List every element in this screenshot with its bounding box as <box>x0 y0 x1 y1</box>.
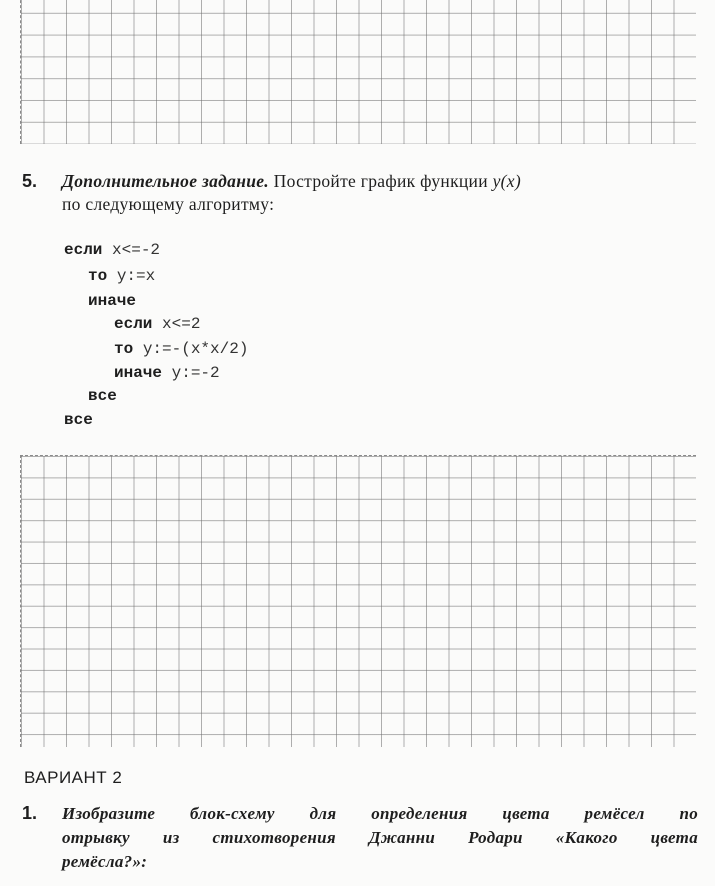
code-keyword: если <box>114 315 153 333</box>
code-line <box>114 337 248 361</box>
code-expression: x<=2 <box>162 315 201 333</box>
code-keyword: все <box>64 411 93 429</box>
task-text-line: Изобразите блок-схему для определения цвета ремёсел по <box>62 804 698 823</box>
code-expression: y:=-(x*x/2) <box>142 340 249 358</box>
task-text-line: ремёсла?»: <box>62 852 148 871</box>
code-keyword: если <box>64 241 103 259</box>
task-text: Постройте график функции <box>273 171 488 191</box>
answer-grid <box>20 455 696 747</box>
code-keyword: то <box>114 340 134 358</box>
code-line <box>88 384 117 408</box>
code-expression: x<=-2 <box>112 241 161 259</box>
code-line <box>114 361 220 385</box>
code-line <box>64 238 160 262</box>
code-line <box>88 264 155 288</box>
variant-heading: ВАРИАНТ 2 <box>24 768 123 787</box>
task-text-line: по следующему алгоритму: <box>62 194 275 214</box>
code-keyword: все <box>88 387 117 405</box>
answer-grid-top <box>20 0 696 144</box>
task-number: 1. <box>22 803 38 823</box>
task-title: Дополнительное задание. <box>62 171 269 191</box>
code-expression: y:=-2 <box>171 364 220 382</box>
function-name: y(x) <box>492 171 521 191</box>
task-number: 5. <box>22 171 38 191</box>
code-keyword: иначе <box>88 292 137 310</box>
code-keyword: иначе <box>114 364 163 382</box>
code-expression: y:=x <box>116 267 156 285</box>
code-line <box>64 408 93 432</box>
code-keyword: то <box>88 267 108 285</box>
task-text-line: отрывку из стихотворения Джанни Родари «Какого цвета <box>62 828 698 847</box>
code-line <box>114 312 200 336</box>
task-text-line <box>62 170 698 192</box>
code-line <box>88 289 136 313</box>
